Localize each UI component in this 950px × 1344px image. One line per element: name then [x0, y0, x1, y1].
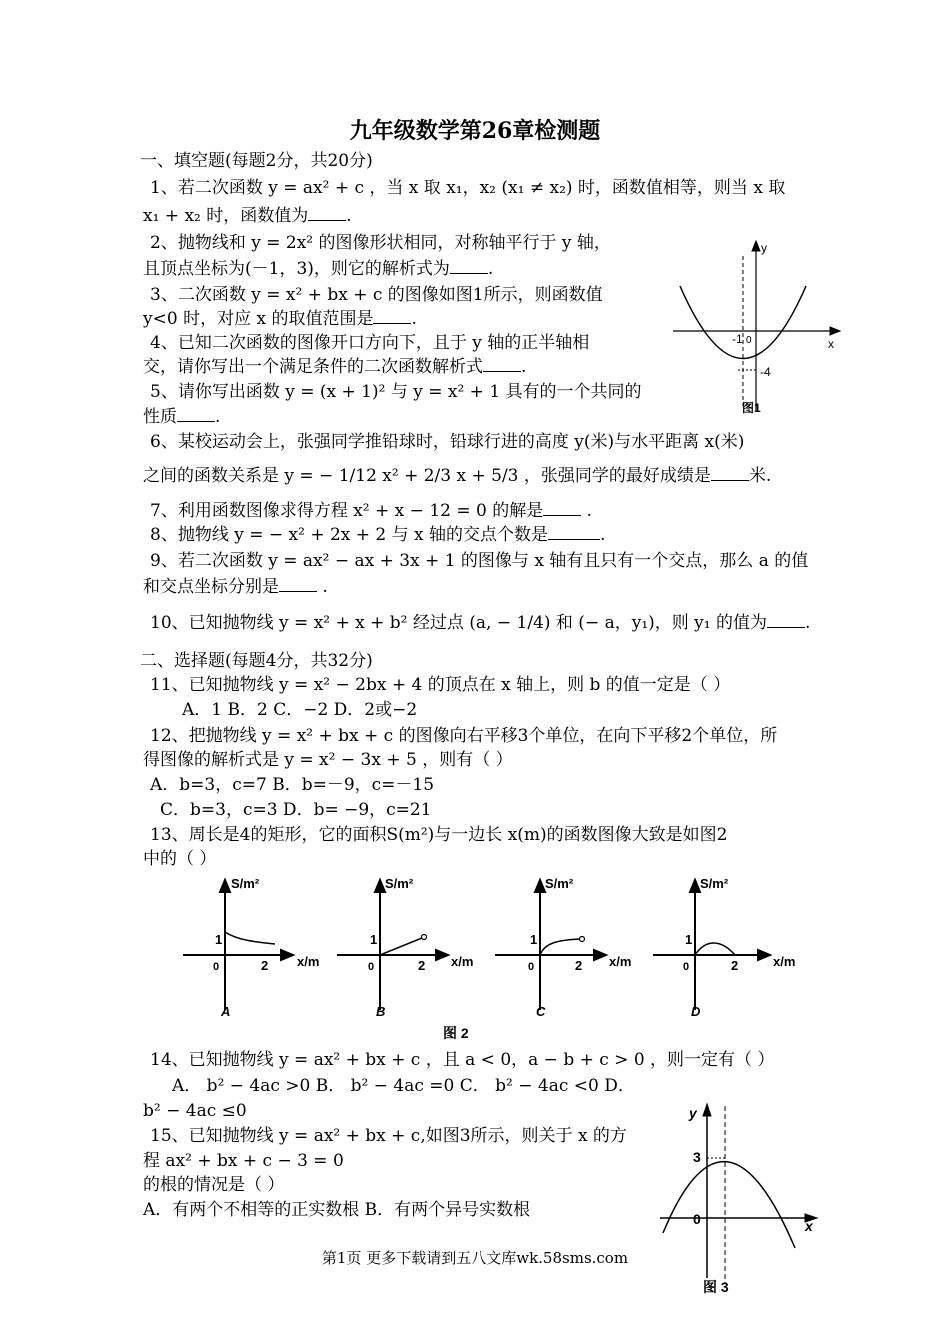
figure-2: [175, 870, 815, 1045]
fig2-axis-x-b: x/m: [451, 954, 474, 969]
question-5-line2: 性质 .: [143, 407, 221, 427]
question-13-line2: 中的（ ）: [143, 849, 217, 869]
question-15-line3: 的根的情况是（ ）: [143, 1175, 285, 1195]
fig3-x-label: x: [805, 1218, 813, 1234]
question-9-line1: 9、若二次函数 y = ax² − ax + 3x + 1 的图像与 x 轴有且只有一个交点，那么 a 的值: [150, 551, 809, 571]
fig2-two-d: 2: [731, 958, 739, 973]
fig2-one-b: 1: [370, 932, 378, 947]
question-5-line1: 5、请你写出函数 y = (x + 1)² 与 y = x² + 1 具有的一个共同的: [150, 382, 642, 402]
question-10: 10、已知抛物线 y = x² + x + b² 经过点 (a, − 1/4) 和 (− a，y₁)，则 y₁ 的值为 .: [150, 613, 811, 633]
question-6-line1: 6、某校运动会上，张强同学推铅球时，铅球行进的高度 y(米)与水平距离 x(米): [150, 432, 745, 452]
fig2-zero-c: 0: [528, 961, 535, 973]
question-15-line1: 15、已知抛物线 y = ax² + bx + c,如图3所示，则关于 x 的方: [150, 1126, 627, 1146]
question-15-options: A．有两个不相等的正实数根 B．有两个异号实数根: [143, 1200, 531, 1220]
fig2-caption: 图 2: [443, 1025, 469, 1041]
fig2-axis-s-b: S/m²: [385, 876, 414, 891]
question-8: 8、抛物线 y = − x² + 2x + 2 与 x 轴的交点个数是 .: [150, 525, 606, 545]
fig2-zero-b: 0: [368, 961, 375, 973]
fig2-two-b: 2: [418, 958, 426, 973]
question-15-line2: 程 ax² + bx + c − 3 = 0: [143, 1151, 344, 1171]
fig1-neg4: -4: [760, 365, 771, 379]
fig2-zero-d: 0: [683, 961, 690, 973]
figure-3: [655, 1098, 830, 1298]
fig2-label-d: D: [691, 1004, 701, 1019]
fig1-x-label: x: [828, 337, 834, 351]
fig1-neg1: -1: [732, 332, 743, 346]
question-2-line2: 且顶点坐标为(－1，3)，则它的解析式为 .: [143, 259, 494, 279]
question-14-option-d: b² − 4ac ≤0: [143, 1101, 247, 1121]
page-footer: 第1页 更多下载请到五八文库wk.58sms.com: [321, 1249, 629, 1267]
fig3-three: 3: [693, 1149, 701, 1165]
question-9-line2: 和交点坐标分别是 .: [143, 577, 328, 597]
fig3-y-label: y: [689, 1105, 697, 1121]
question-14-options: A． b² − 4ac >0 B． b² − 4ac =0 C． b² − 4ac <0 D．: [172, 1076, 635, 1096]
question-1-line2: x₁ + x₂ 时，函数值为 .: [143, 206, 352, 226]
question-12-options-ab: A．b=3，c=7 B．b=－9，c=－15: [150, 775, 435, 795]
question-4-line1: 4、已知二次函数的图像开口方向下，且于 y 轴的正半轴相: [150, 333, 590, 353]
fig1-caption: 图1: [742, 401, 761, 415]
question-3-line2: y<0 时，对应 x 的取值范围是 .: [143, 309, 417, 329]
fig2-axis-s-d: S/m²: [700, 876, 729, 891]
question-6-line2: 之间的函数关系是 y = − 1/12 x² + 2/3 x + 5/3 ，张强同学的最好成绩是 米.: [143, 466, 772, 486]
fig2-one-a: 1: [215, 932, 223, 947]
question-7: 7、利用函数图像求得方程 x² + x − 12 = 0 的解是 .: [150, 501, 593, 521]
fig2-label-a: A: [221, 1004, 231, 1019]
fig2-two-c: 2: [575, 958, 583, 973]
question-2-line1: 2、抛物线和 y = 2x² 的图像形状相同，对称轴平行于 y 轴，: [150, 233, 611, 253]
fig3-zero: 0: [693, 1211, 701, 1227]
fig1-y-label: y: [761, 241, 767, 255]
fig2-one-c: 1: [530, 932, 538, 947]
question-14: 14、已知抛物线 y = ax² + bx + c ，且 a < 0，a − b + c > 0 ，则一定有（ ）: [150, 1050, 775, 1070]
fig2-axis-x-c: x/m: [609, 954, 632, 969]
fig2-axis-s-c: S/m²: [545, 876, 574, 891]
fig1-zero: 0: [746, 335, 752, 346]
page-title: 九年级数学第26章检测题: [349, 118, 601, 144]
fig2-axis-x-a: x/m: [297, 954, 320, 969]
fig2-axis-s-a: S/m²: [231, 876, 260, 891]
question-12-options-cd: C．b=3，c=3 D．b= −9，c=21: [160, 800, 432, 820]
section-choice: 二、选择题(每题4分，共32分): [140, 651, 373, 671]
section-fill-in: 一、填空题(每题2分，共20分): [140, 151, 373, 171]
fig2-two-a: 2: [261, 958, 269, 973]
fig3-caption: 图 3: [703, 1279, 729, 1295]
fig2-label-c: C: [536, 1004, 546, 1019]
fig2-label-b: B: [376, 1004, 386, 1019]
question-12-line1: 12、把抛物线 y = x² + bx + c 的图像向右平移3个单位，在向下平移2个单位，所: [150, 726, 778, 746]
question-11-options: A．1 B．2 C．−2 D．2或−2: [182, 700, 418, 720]
fig2-zero-a: 0: [213, 961, 220, 973]
question-11: 11、已知抛物线 y = x² − 2bx + 4 的顶点在 x 轴上，则 b 的值一定是（ ）: [150, 675, 731, 695]
figure-1: [668, 236, 848, 421]
question-3-line1: 3、二次函数 y = x² + bx + c 的图像如图1所示，则函数值: [150, 285, 603, 305]
question-4-line2: 交，请你写出一个满足条件的二次函数解析式 .: [143, 357, 527, 377]
question-12-line2: 得图像的解析式是 y = x² − 3x + 5 ，则有（ ）: [143, 750, 513, 770]
fig2-one-d: 1: [685, 932, 693, 947]
question-1-line1: 1、若二次函数 y = ax² + c ，当 x 取 x₁，x₂ (x₁ ≠ x₂) 时，函数值相等，则当 x 取: [150, 178, 786, 198]
question-13-line1: 13、周长是4的矩形，它的面积S(m²)与一边长 x(m)的函数图像大致是如图2: [150, 825, 728, 845]
fig2-axis-x-d: x/m: [773, 954, 796, 969]
